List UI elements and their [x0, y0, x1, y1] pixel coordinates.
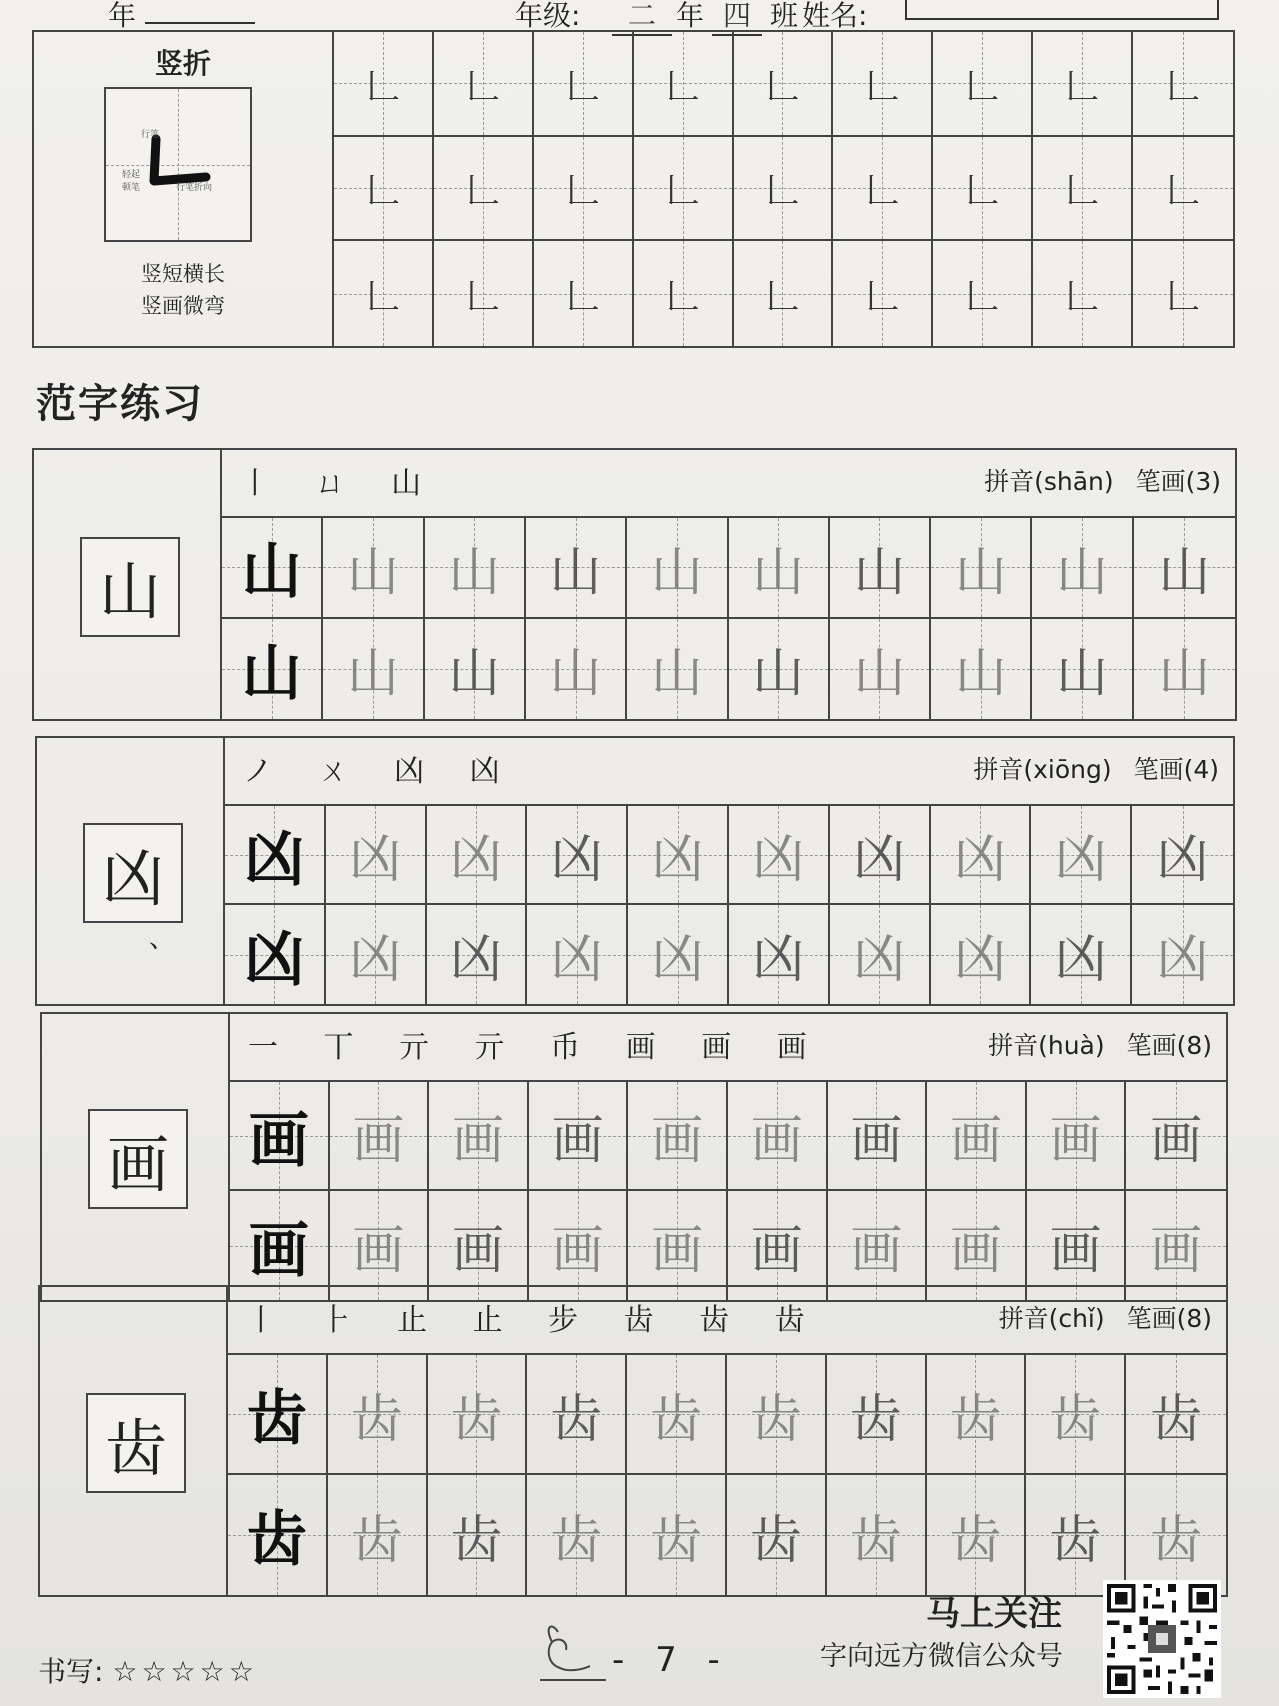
practice-character-cell[interactable] — [526, 619, 627, 720]
handwritten-character: 山 — [954, 542, 1007, 603]
practice-character-cell[interactable] — [1126, 1191, 1226, 1300]
stroke-practice-glyph: 𠃊 — [965, 66, 1000, 107]
character-practice-grid — [228, 1355, 1226, 1595]
practice-character-cell[interactable] — [830, 806, 931, 905]
pinyin-label: 拼音(xiōng) — [973, 755, 1112, 784]
stroke-order: 丨 ⺊ 止 止 步 齿 齿 齿 — [246, 1303, 823, 1338]
stroke-practice-cell[interactable] — [334, 241, 434, 346]
character-model-column — [34, 450, 222, 719]
practice-character-cell[interactable] — [927, 1082, 1027, 1191]
handwritten-character: 凶 — [853, 830, 906, 890]
practice-character-cell[interactable] — [427, 905, 528, 1004]
stroke-practice-grid — [334, 32, 1233, 346]
character-block — [35, 736, 1235, 1006]
practice-character-cell[interactable] — [827, 1355, 927, 1475]
handwritten-character: 山 — [853, 644, 906, 705]
stroke-practice-glyph: 𠃊 — [565, 66, 600, 107]
handwritten-character: 画 — [949, 1111, 1002, 1171]
character-model-box: 凶 — [83, 823, 183, 923]
practice-character-cell[interactable] — [328, 1475, 428, 1595]
stroke-practice-cell[interactable] — [933, 137, 1033, 242]
practice-character-cell[interactable] — [927, 1191, 1027, 1300]
practice-character-cell[interactable] — [1026, 1355, 1126, 1475]
handwritten-character: 凶 — [349, 830, 402, 890]
model-character: 齿 — [246, 1384, 307, 1454]
stroke-practice-cell[interactable] — [734, 137, 834, 242]
model-character: 凶 — [244, 824, 305, 895]
practice-character-cell[interactable] — [931, 905, 1032, 1004]
grade-label: 年级: — [515, 0, 581, 32]
stroke-practice-cell[interactable] — [1033, 137, 1133, 242]
stroke-order-bar — [222, 450, 1235, 518]
stroke-practice-section — [32, 30, 1235, 348]
practice-character-cell[interactable] — [627, 619, 728, 720]
practice-character-cell[interactable] — [1126, 1475, 1226, 1595]
practice-character-cell[interactable] — [1132, 806, 1233, 905]
handwritten-character: 凶 — [550, 930, 603, 990]
stroke-tip-2: 竖画微弯 — [141, 294, 225, 318]
handwritten-character: 凶 — [752, 930, 805, 990]
stroke-practice-glyph: 𠃊 — [765, 171, 800, 212]
stroke-order-bar — [225, 738, 1233, 806]
demo-note-2: 轻起 — [122, 170, 141, 180]
stroke-practice-glyph: 𠃊 — [365, 277, 400, 318]
stroke-order-bar — [230, 1014, 1226, 1082]
stroke-practice-cell[interactable] — [534, 241, 634, 346]
stroke-practice-cell[interactable] — [1033, 241, 1133, 346]
handwritten-character: 画 — [551, 1221, 604, 1281]
handwritten-character: 画 — [1049, 1221, 1102, 1281]
handwritten-character: 齿 — [650, 1389, 703, 1450]
handwritten-character: 山 — [1056, 644, 1109, 705]
handwritten-character: 山 — [752, 644, 805, 705]
stroke-practice-glyph: 𠃊 — [965, 171, 1000, 212]
demo-note-1: 行笔 — [141, 130, 160, 140]
handwritten-character: 画 — [750, 1221, 803, 1281]
pen-mark: 、 — [149, 924, 176, 954]
stroke-practice-glyph: 𠃊 — [1166, 171, 1201, 212]
handwritten-character: 画 — [850, 1111, 903, 1171]
practice-character-cell[interactable] — [328, 1355, 428, 1475]
practice-character-cell[interactable] — [931, 806, 1032, 905]
handwritten-character: 画 — [949, 1221, 1002, 1281]
character-info — [984, 462, 1221, 498]
handwritten-character: 画 — [1150, 1221, 1203, 1281]
stroke-count-label: 笔画(3) — [1135, 467, 1221, 496]
practice-character-cell[interactable] — [1031, 806, 1132, 905]
stroke-demo-glyph — [106, 89, 250, 240]
practice-character-cell[interactable] — [931, 518, 1032, 619]
character-model-column — [42, 1014, 230, 1300]
practice-character-cell[interactable] — [728, 1082, 828, 1191]
practice-character-cell[interactable] — [1126, 1355, 1226, 1475]
handwritten-character: 山 — [1158, 644, 1211, 705]
class-value: 四 — [712, 0, 762, 36]
character-block — [38, 1285, 1228, 1597]
character-info — [999, 1299, 1212, 1335]
handwritten-character: 凶 — [1054, 830, 1107, 890]
stroke-practice-glyph: 𠃊 — [665, 66, 700, 107]
model-character: 画 — [248, 1105, 309, 1176]
handwritten-character: 齿 — [450, 1510, 503, 1571]
stroke-practice-cell[interactable] — [1133, 241, 1233, 346]
practice-character-cell[interactable] — [529, 1082, 629, 1191]
section-title: 范字练习 — [36, 381, 204, 427]
practice-character-cell[interactable] — [323, 518, 424, 619]
character-practice-grid — [222, 518, 1235, 719]
stroke-practice-glyph: 𠃊 — [565, 171, 600, 212]
stroke-practice-cell[interactable] — [734, 241, 834, 346]
handwritten-character: 凶 — [651, 830, 704, 890]
practice-character-cell[interactable] — [729, 518, 830, 619]
model-character-cell[interactable] — [228, 1475, 328, 1595]
stroke-practice-cell[interactable] — [434, 241, 534, 346]
practice-character-cell[interactable] — [1134, 619, 1235, 720]
character-practice-grid — [225, 806, 1233, 1004]
practice-character-cell[interactable] — [627, 1475, 727, 1595]
stroke-order: ノ ㄨ 凶 凶 — [243, 754, 518, 789]
practice-character-cell[interactable] — [628, 806, 729, 905]
practice-character-cell[interactable] — [425, 619, 526, 720]
model-character: 山 — [241, 638, 302, 709]
practice-character-cell[interactable] — [330, 1191, 430, 1300]
handwritten-character: 凶 — [1156, 830, 1209, 890]
practice-character-cell[interactable] — [1032, 619, 1133, 720]
handwritten-character: 画 — [850, 1221, 903, 1281]
model-character: 凶 — [244, 924, 305, 995]
stroke-practice-glyph: 𠃊 — [1065, 66, 1100, 107]
handwritten-character: 画 — [1049, 1111, 1102, 1171]
stroke-tip-1: 竖短横长 — [141, 262, 225, 286]
practice-character-cell[interactable] — [828, 1191, 928, 1300]
rabbit-icon — [538, 1620, 608, 1690]
year-label: 年 — [108, 0, 137, 32]
practice-character-cell[interactable] — [427, 806, 528, 905]
handwritten-character: 山 — [549, 542, 602, 603]
stroke-practice-cell[interactable] — [933, 32, 1033, 137]
handwritten-character: 山 — [650, 644, 703, 705]
practice-character-cell[interactable] — [1132, 905, 1233, 1004]
name-label: 姓名: — [802, 0, 868, 32]
stroke-practice-glyph: 𠃊 — [465, 171, 500, 212]
qr-code-icon[interactable] — [1103, 1580, 1221, 1698]
practice-character-cell[interactable] — [1031, 905, 1132, 1004]
handwritten-character: 齿 — [1049, 1510, 1102, 1571]
practice-character-cell[interactable] — [526, 518, 627, 619]
handwritten-character: 山 — [954, 644, 1007, 705]
practice-character-cell[interactable] — [728, 1191, 828, 1300]
stroke-practice-glyph: 𠃊 — [365, 66, 400, 107]
stroke-practice-glyph: 𠃊 — [465, 277, 500, 318]
practice-character-cell[interactable] — [628, 1191, 728, 1300]
character-practice-grid — [230, 1082, 1226, 1300]
stroke-practice-cell[interactable] — [833, 241, 933, 346]
stroke-practice-cell[interactable] — [534, 32, 634, 137]
practice-character-cell[interactable] — [830, 518, 931, 619]
model-character: 画 — [248, 1215, 309, 1286]
pinyin-label: 拼音(shān) — [984, 467, 1114, 496]
stroke-practice-cell[interactable] — [1033, 32, 1133, 137]
stroke-practice-glyph: 𠃊 — [1166, 66, 1201, 107]
practice-character-cell[interactable] — [830, 619, 931, 720]
character-model-box: 齿 — [86, 1393, 186, 1493]
stroke-demo-box — [104, 87, 252, 242]
stroke-practice-cell[interactable] — [1133, 32, 1233, 137]
model-character-cell[interactable] — [228, 1355, 328, 1475]
stroke-practice-cell[interactable] — [933, 241, 1033, 346]
handwritten-character: 齿 — [1150, 1510, 1203, 1571]
practice-character-cell[interactable] — [425, 518, 526, 619]
practice-character-cell[interactable] — [527, 1355, 627, 1475]
practice-character-cell[interactable] — [1026, 1475, 1126, 1595]
model-character-cell[interactable] — [225, 806, 326, 905]
character-block — [40, 1012, 1228, 1302]
handwritten-character: 凶 — [953, 930, 1006, 990]
writing-rating — [38, 1650, 258, 1690]
character-model-column — [40, 1287, 228, 1595]
stroke-practice-cell[interactable] — [1133, 137, 1233, 242]
handwritten-character: 画 — [352, 1111, 405, 1171]
practice-character-cell[interactable] — [1027, 1082, 1127, 1191]
practice-character-cell[interactable] — [1126, 1082, 1226, 1191]
stroke-practice-cell[interactable] — [833, 32, 933, 137]
model-character-cell[interactable] — [222, 518, 323, 619]
handwritten-character: 齿 — [350, 1389, 403, 1450]
practice-character-cell[interactable] — [527, 806, 628, 905]
stroke-practice-glyph: 𠃊 — [465, 66, 500, 107]
handwritten-character: 山 — [346, 644, 399, 705]
demo-note-4: 行笔折向 — [176, 183, 213, 193]
handwritten-character: 凶 — [853, 930, 906, 990]
model-character-cell[interactable] — [230, 1082, 330, 1191]
handwritten-character: 山 — [448, 542, 501, 603]
handwritten-character: 凶 — [550, 830, 603, 890]
stroke-practice-cell[interactable] — [434, 32, 534, 137]
practice-character-cell[interactable] — [727, 1475, 827, 1595]
handwritten-character: 齿 — [450, 1389, 503, 1450]
model-character-cell[interactable] — [225, 905, 326, 1004]
stroke-intro — [34, 32, 334, 346]
practice-character-cell[interactable] — [828, 1082, 928, 1191]
practice-character-cell[interactable] — [830, 905, 931, 1004]
stroke-practice-glyph: 𠃊 — [665, 277, 700, 318]
stroke-practice-cell[interactable] — [634, 32, 734, 137]
handwritten-character: 画 — [551, 1111, 604, 1171]
stroke-practice-glyph: 𠃊 — [765, 66, 800, 107]
stroke-count-label: 笔画(8) — [1126, 1304, 1212, 1333]
stroke-practice-glyph: 𠃊 — [1065, 171, 1100, 212]
handwritten-character: 画 — [352, 1221, 405, 1281]
stroke-practice-glyph: 𠃊 — [865, 277, 900, 318]
stroke-practice-glyph: 𠃊 — [1065, 277, 1100, 318]
handwritten-character: 山 — [650, 542, 703, 603]
writing-label: 书写: — [38, 1655, 104, 1688]
practice-character-cell[interactable] — [323, 619, 424, 720]
practice-character-cell[interactable] — [827, 1475, 927, 1595]
stroke-practice-cell[interactable] — [534, 137, 634, 242]
handwritten-character: 画 — [451, 1111, 504, 1171]
stroke-count-label: 笔画(8) — [1126, 1031, 1212, 1060]
character-model-box: 山 — [80, 537, 180, 637]
stroke-practice-cell[interactable] — [334, 32, 434, 137]
character-model-column — [37, 738, 225, 1004]
practice-character-cell[interactable] — [326, 806, 427, 905]
practice-character-cell[interactable] — [429, 1082, 529, 1191]
practice-character-cell[interactable] — [927, 1475, 1027, 1595]
handwritten-character: 画 — [750, 1111, 803, 1171]
stroke-name: 竖折 — [154, 47, 211, 80]
handwritten-character: 齿 — [949, 1389, 1002, 1450]
handwritten-character: 凶 — [1156, 930, 1209, 990]
handwritten-character: 齿 — [550, 1389, 603, 1450]
model-character: 齿 — [246, 1505, 307, 1575]
practice-character-cell[interactable] — [729, 905, 830, 1004]
pinyin-label: 拼音(chǐ) — [998, 1304, 1105, 1333]
stroke-practice-cell[interactable] — [434, 137, 534, 242]
grade-unit: 年 — [676, 0, 705, 32]
practice-character-cell[interactable] — [727, 1355, 827, 1475]
demo-note-3: 顿笔 — [122, 183, 141, 193]
follow-text: 马上关注 — [926, 1594, 1062, 1634]
practice-character-cell[interactable] — [527, 905, 628, 1004]
handwritten-character: 齿 — [749, 1389, 802, 1450]
stroke-practice-cell[interactable] — [334, 137, 434, 242]
practice-character-cell[interactable] — [529, 1191, 629, 1300]
handwritten-character: 山 — [346, 542, 399, 603]
grade-value: 二 — [612, 0, 672, 36]
rating-stars[interactable]: ☆☆☆☆☆ — [112, 1655, 258, 1688]
model-character: 山 — [241, 537, 302, 608]
practice-character-cell[interactable] — [729, 619, 830, 720]
stroke-practice-cell[interactable] — [833, 137, 933, 242]
account-text: 字向远方微信公众号 — [820, 1641, 1063, 1672]
handwritten-character: 齿 — [1150, 1389, 1203, 1450]
handwritten-character: 齿 — [949, 1510, 1002, 1571]
model-character-cell[interactable] — [230, 1191, 330, 1300]
stroke-practice-cell[interactable] — [734, 32, 834, 137]
practice-character-cell[interactable] — [330, 1082, 430, 1191]
handwritten-character: 齿 — [650, 1510, 703, 1571]
handwritten-character: 齿 — [550, 1510, 603, 1571]
handwritten-character: 凶 — [449, 930, 502, 990]
practice-character-cell[interactable] — [627, 518, 728, 619]
handwritten-character: 齿 — [849, 1389, 902, 1450]
handwritten-character: 山 — [752, 542, 805, 603]
practice-character-cell[interactable] — [628, 1082, 728, 1191]
practice-character-cell[interactable] — [326, 905, 427, 1004]
practice-character-cell[interactable] — [428, 1355, 528, 1475]
stroke-order: 丨 ㄩ 山 — [240, 466, 440, 501]
handwritten-character: 齿 — [350, 1510, 403, 1571]
stroke-practice-glyph: 𠃊 — [665, 171, 700, 212]
practice-character-cell[interactable] — [627, 1355, 727, 1475]
handwritten-character: 齿 — [1049, 1389, 1102, 1450]
handwritten-character: 画 — [1150, 1111, 1203, 1171]
stroke-practice-cell[interactable] — [634, 241, 734, 346]
practice-character-cell[interactable] — [628, 905, 729, 1004]
handwritten-character: 画 — [651, 1111, 704, 1171]
month-blank — [145, 22, 255, 24]
practice-character-cell[interactable] — [429, 1191, 529, 1300]
character-info — [988, 1026, 1212, 1062]
stroke-order: 一 丅 亓 亓 币 画 画 画 — [248, 1030, 825, 1065]
practice-character-cell[interactable] — [927, 1355, 1027, 1475]
stroke-practice-glyph: 𠃊 — [365, 171, 400, 212]
handwritten-character: 齿 — [849, 1510, 902, 1571]
handwritten-character: 凶 — [953, 830, 1006, 890]
character-model-box: 画 — [88, 1109, 188, 1209]
name-boxes — [905, 0, 1219, 20]
handwritten-character: 齿 — [749, 1510, 802, 1571]
practice-character-cell[interactable] — [1134, 518, 1235, 619]
handwritten-character: 凶 — [449, 830, 502, 890]
handwritten-character: 凶 — [752, 830, 805, 890]
practice-character-cell[interactable] — [428, 1475, 528, 1595]
handwritten-character: 山 — [549, 644, 602, 705]
stroke-practice-glyph: 𠃊 — [565, 277, 600, 318]
handwritten-character: 山 — [448, 644, 501, 705]
practice-character-cell[interactable] — [1032, 518, 1133, 619]
model-character-cell[interactable] — [222, 619, 323, 720]
page-number: - 7 - — [612, 1640, 730, 1680]
stroke-practice-glyph: 𠃊 — [765, 277, 800, 318]
stroke-practice-glyph: 𠃊 — [1166, 277, 1201, 318]
handwritten-character: 凶 — [651, 930, 704, 990]
practice-character-cell[interactable] — [527, 1475, 627, 1595]
class-unit: 班 — [770, 0, 799, 32]
pinyin-label: 拼音(huà) — [988, 1031, 1105, 1060]
handwritten-character: 画 — [451, 1221, 504, 1281]
handwritten-character: 山 — [1158, 542, 1211, 603]
character-block — [32, 448, 1237, 721]
handwritten-character: 画 — [651, 1221, 704, 1281]
practice-character-cell[interactable] — [931, 619, 1032, 720]
worksheet-header — [0, 0, 1279, 34]
handwritten-character: 凶 — [349, 930, 402, 990]
handwritten-character: 山 — [1056, 542, 1109, 603]
stroke-count-label: 笔画(4) — [1133, 755, 1219, 784]
stroke-practice-glyph: 𠃊 — [865, 171, 900, 212]
stroke-practice-cell[interactable] — [634, 137, 734, 242]
stroke-practice-glyph: 𠃊 — [965, 277, 1000, 318]
handwritten-character: 凶 — [1054, 930, 1107, 990]
stroke-practice-glyph: 𠃊 — [865, 66, 900, 107]
practice-character-cell[interactable] — [729, 806, 830, 905]
character-info — [973, 750, 1219, 786]
practice-character-cell[interactable] — [1027, 1191, 1127, 1300]
handwritten-character: 山 — [853, 542, 906, 603]
